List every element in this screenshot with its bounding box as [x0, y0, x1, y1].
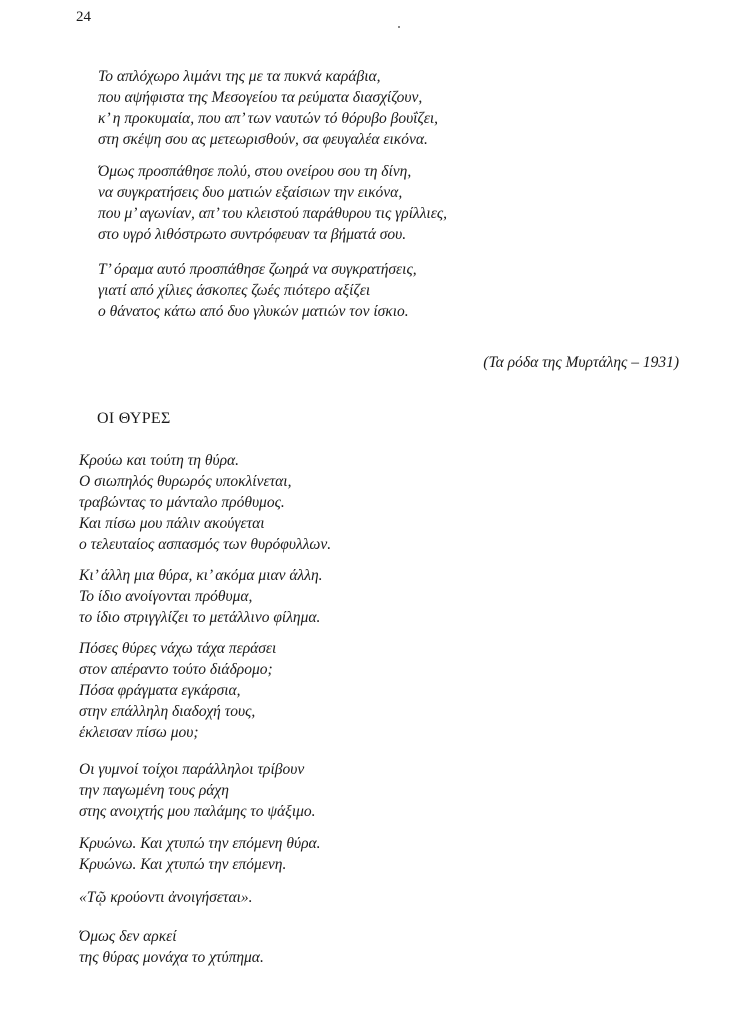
previous-poem-stanza-1 — [98, 66, 438, 150]
poem-stanza-5 — [79, 833, 321, 875]
poem-line: που αψήφιστα της Μεσογείου τα ρεύματα διασχίζουν, — [98, 89, 423, 106]
poem-line: Το απλόχωρο λιμάνι της με τα πυκνά καράβια, — [98, 68, 381, 85]
page-number: 24 — [76, 9, 91, 25]
poem-line: Κρούω και τούτη τη θύρα. — [79, 452, 240, 469]
poem-line: Και πίσω μου πάλιν ακούγεται — [79, 515, 265, 532]
poem-line: στης ανοιχτής μου παλάμης το ψάξιμο. — [79, 803, 316, 820]
poem-line: στη σκέψη σου ας μετεωρισθούν, σα φευγαλέα εικόνα. — [98, 131, 428, 148]
poem-stanza-7 — [79, 926, 264, 968]
poem-title: ΟΙ ΘΥΡΕΣ — [97, 410, 171, 427]
poem-line: ο τελευταίος ασπασμός των θυρόφυλλων. — [79, 536, 332, 553]
poem-line: Κρυώνω. Και χτυπώ την επόμενη θύρα. — [79, 835, 321, 852]
poem-line: ο θάνατος κάτω από δυο γλυκών ματιών τον ίσκιο. — [98, 303, 409, 320]
poem-line: Κρυώνω. Και χτυπώ την επόμενη. — [79, 856, 287, 873]
poem-line: στην επάλληλη διαδοχή τους, — [79, 703, 256, 720]
poem-line: στο υγρό λιθόστρωτο συντρόφευαν τα βήματά σου. — [98, 226, 407, 243]
poem-stanza-3 — [79, 638, 276, 743]
scan-mark — [398, 26, 400, 28]
poem-stanza-6 — [79, 887, 253, 908]
poem-line: Κι’ άλλη μια θύρα, κι’ ακόμα μιαν άλλη. — [79, 567, 323, 584]
poem-line: Όμως προσπάθησε πολύ, στου ονείρου σου τη δίνη, — [98, 163, 412, 180]
poem-line: στον απέραντο τούτο διάδρομο; — [79, 661, 273, 678]
poem-line: της θύρας μονάχα το χτύπημα. — [79, 949, 264, 966]
poem-line: γιατί από χίλιες άσκοπες ζωές πιότερο αξίζει — [98, 282, 371, 299]
poem-line: κ’ η προκυμαία, που απ’ των ναυτών τό θόρυβο βουΐζει, — [98, 110, 439, 127]
poem-line: Πόσα φράγματα εγκάρσια, — [79, 682, 241, 699]
poem-line: έκλεισαν πίσω μου; — [79, 724, 199, 741]
poem-stanza-4 — [79, 759, 316, 822]
poem-line: Ο σιωπηλός θυρωρός υποκλίνεται, — [79, 473, 292, 490]
poem-line: «Τῷ κρούοντι ἀνοιγήσεται». — [79, 889, 253, 906]
poem-line: τραβώντας το μάνταλο πρόθυμος. — [79, 494, 285, 511]
poem-line: Πόσες θύρες νάχω τάχα περάσει — [79, 640, 277, 657]
poem-line: Τ’ όραμα αυτό προσπάθησε ζωηρά να συγκρατήσεις, — [98, 261, 417, 278]
poem-line: την παγωμένη τους ράχη — [79, 782, 229, 799]
poem-line: το ίδιο στριγγλίζει το μετάλλινο φίλημα. — [79, 609, 321, 626]
poem-line: Οι γυμνοί τοίχοι παράλληλοι τρίβουν — [79, 761, 305, 778]
poem-stanza-2 — [79, 565, 323, 628]
poem-line: Όμως δεν αρκεί — [79, 928, 177, 945]
previous-poem-stanza-2 — [98, 161, 447, 245]
poem-line: που μ’ αγωνίαν, απ’ του κλειστού παράθυρου τις γρίλλιες, — [98, 205, 448, 222]
poem-source-citation: (Τα ρόδα της Μυρτάλης – 1931) — [483, 354, 679, 371]
previous-poem-stanza-3 — [98, 259, 417, 322]
poem-stanza-1 — [79, 450, 331, 555]
poem-line: Το ίδιο ανοίγονται πρόθυμα, — [79, 588, 253, 605]
poem-line: να συγκρατήσεις δυο ματιών εξαίσιων την εικόνα, — [98, 184, 403, 201]
